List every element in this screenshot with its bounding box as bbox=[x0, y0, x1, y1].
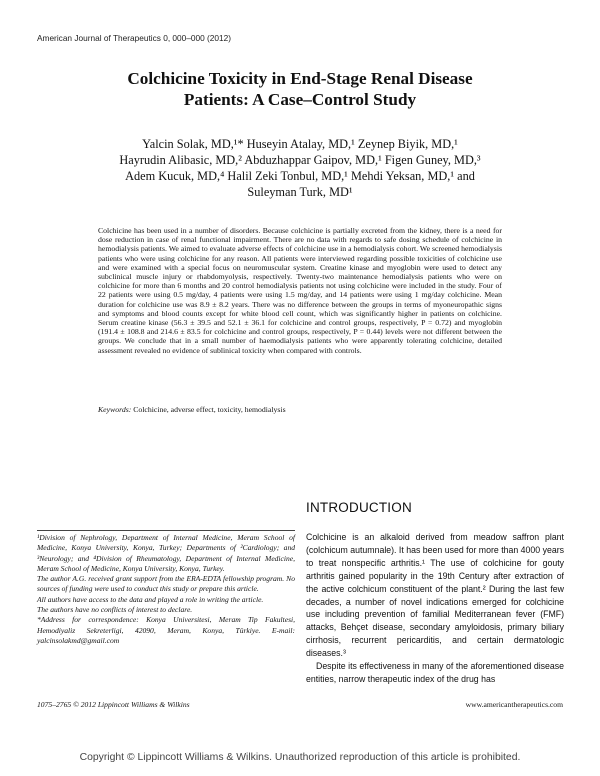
keywords bbox=[98, 405, 286, 414]
footnotes bbox=[37, 533, 295, 646]
journal-website: www.americantherapeutics.com bbox=[465, 700, 563, 709]
author-line: Adem Kucuk, MD,⁴ Halil Zeki Tonbul, MD,¹ Mehdi Yeksan, MD,¹ and bbox=[125, 169, 475, 183]
introduction-body bbox=[306, 531, 564, 686]
introduction-paragraph: Colchicine is an alkaloid derived from meadow saffron plant (colchicum autumnale). It has been used for more than 4000 years to treat nonspecific arthritis.¹ The use of colchicine for gouty arthritis gained popularity in the 19th Century after extraction of the active colchicum constituent of the plant.² During the last few decades, a number of novel indications emerged for colchicine use including prevention of familial Mediterranean fever (FMF) attacks, Behçet disease, secondary amyloidosis, primary biliary cirrhosis, recurrent pericarditis, and certain dermatologic diseases.³ bbox=[306, 532, 564, 659]
author-list bbox=[60, 136, 540, 200]
author-line: Yalcin Solak, MD,¹* Huseyin Atalay, MD,¹ Zeynep Biyik, MD,¹ bbox=[142, 137, 458, 151]
footnote-funding: The author A.G. received grant support from the ERA-EDTA fellowship program. No sources of funding were used to conduct this study or prepare this article. bbox=[37, 574, 295, 594]
copyright-notice: Copyright © Lippincott Williams & Wilkins. Unauthorized reproduction of this article is prohibited. bbox=[79, 752, 521, 763]
author-line: Hayrudin Alibasic, MD,² Abduzhappar Gaipov, MD,¹ Figen Guney, MD,³ bbox=[119, 153, 481, 167]
footer-copyright-line: 1075–2765 © 2012 Lippincott Williams & Wilkins bbox=[37, 700, 190, 709]
footnote-correspondence: *Address for correspondence: Konya Universitesi, Meram Tip Fakultesi, Hemodiyaliz Sekreterligi, 42090, Meram, Konya, Türkiye. E-mail: yalcinsolakmd@gmail.com bbox=[37, 615, 295, 645]
journal-header: American Journal of Therapeutics 0, 000–000 (2012) bbox=[37, 33, 232, 43]
article-title-line: Colchicine Toxicity in End-Stage Renal Disease bbox=[127, 69, 473, 88]
author-line: Suleyman Turk, MD¹ bbox=[247, 185, 353, 199]
introduction-paragraph: Despite its effectiveness in many of the aforementioned disease entities, narrow therapeutic index of the drug has bbox=[306, 661, 564, 684]
footnote-data-access: All authors have access to the data and played a role in writing the article. bbox=[37, 594, 264, 604]
footnote-conflicts: The authors have no conflicts of interest to declare. bbox=[37, 605, 193, 615]
abstract: Colchicine has been used in a number of disorders. Because colchicine is partially excreted from the kidney, there is a need for dose reduction in case of renal functional impairment. There are no data with regards to safe dosing schedule of colchicine in hemodialysis patients. We aimed to evaluate adverse effects of colchicine use in a hemodialysis cohort. We screened hemodialysis patients who were using colchicine for any reason. All patients were interviewed regarding possible toxicities of colchicine use and were examined with a special focus on neuromuscular system. Creatine kinase and myoglobin were used to detect any subclinical muscle injury or rhabdomyolysis, respectively. Twenty-two maintenance hemodialysis patients who were on colchicine for more than 6 months and 20 control hemodialysis patients not using colchicine were included in the study. Four of 22 patients were using 0.5 mg/day, 4 patients were using 1.5 mg/day, and 14 patients were using 1 mg/day colchicine. Mean duration for colchicine use was 8.9 ± 8.2 years. There was no difference between the groups in terms of myoneuropathic signs and symptoms and blood counts except for white blood cell count, which was significantly higher in patients on colchicine. Serum creatine kinase (56.3 ± 39.5 and 52.1 ± 36.1 for colchicine and control groups, respectively, P = 0.72) and myoglobin (191.4 ± 108.8 and 214.6 ± 83.5 for colchicine and control groups, respectively, P = 0.44) levels were not different between the groups. We conclude that in a small number of haemodialysis patients who were apparently tolerating colchicine, detailed assessment revealed no evidence of sublinical toxicity when compared with controls. bbox=[98, 226, 502, 355]
introduction-heading: INTRODUCTION bbox=[306, 500, 412, 515]
keywords-text: Colchicine, adverse effect, toxicity, hemodialysis bbox=[133, 405, 286, 414]
footnote-divider bbox=[37, 530, 295, 531]
article-title-line: Patients: A Case–Control Study bbox=[183, 90, 417, 109]
footnote-affiliations: ¹Division of Nephrology, Department of Internal Medicine, Meram School of Medicine, Konya University, Konya, Turkey; Departments of ²Cardiology; and ³Neurology; and ⁴Division of Rheumatology, Department of Internal Medicine, Meram School of Medicine, Konya University, Konya, Turkey. bbox=[37, 533, 295, 573]
article-title bbox=[60, 68, 540, 110]
keywords-label: Keywords: bbox=[98, 405, 132, 414]
